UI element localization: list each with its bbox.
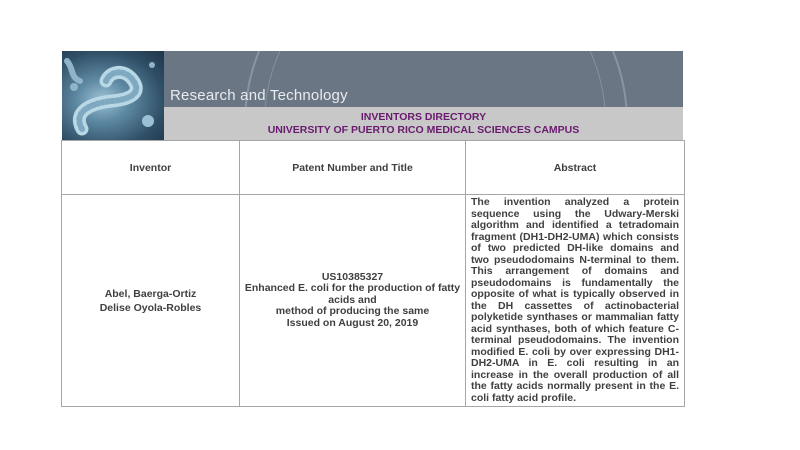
table-header-row [62, 141, 685, 195]
inventor-cell [62, 195, 240, 407]
patent-title-line1: Enhanced E. coli for the production of fatty acids and [244, 282, 461, 306]
bacteria-illustration-icon [62, 51, 164, 140]
inventors-table [61, 140, 685, 407]
table-row [62, 195, 685, 407]
directory-heading [164, 107, 683, 140]
research-technology-title: Research and Technology [170, 87, 348, 104]
column-header-inventor: Inventor [62, 141, 240, 195]
inventor-name: Abel, Baerga-Ortiz [104, 287, 197, 300]
inventor-name: Delise Oyola-Robles [99, 301, 202, 314]
patent-title-line2: method of producing the same [275, 305, 430, 318]
issued-date: Issued on August 20, 2019 [286, 316, 419, 329]
patent-cell [240, 195, 466, 407]
banner-title-area [164, 51, 683, 107]
campus-title: UNIVERSITY OF PUERTO RICO MEDICAL SCIENCES CAMPUS [267, 124, 580, 136]
patent-number: US10385327 [321, 270, 384, 283]
directory-title: INVENTORS DIRECTORY [360, 111, 487, 123]
bacteria-image [62, 51, 164, 140]
column-header-abstract: Abstract [466, 141, 685, 195]
abstract-cell: The invention analyzed a protein sequence using the Udwary-Merski algorithm and identified a tetradomain fragment (DH1-DH2-UMA) which consists of two predicted DH-like domains and two pseudodomains N-terminal to them. This arrangement of domains and pseudodomains is fundamentally the opposite of what is typically observed in the DH cassettes of actinobacterial polyketide synthases or mammalian fatty acid synthases, both of which feature C-terminal pseudodomains. The invention modified E. coli by over expressing DH1-DH2-UMA in E. coli resulting in an increase in the overall production of all the fatty acids normally present in the E. coli fatty acid profile. [466, 195, 685, 407]
header-banner [62, 51, 683, 140]
column-header-patent: Patent Number and Title [240, 141, 466, 195]
